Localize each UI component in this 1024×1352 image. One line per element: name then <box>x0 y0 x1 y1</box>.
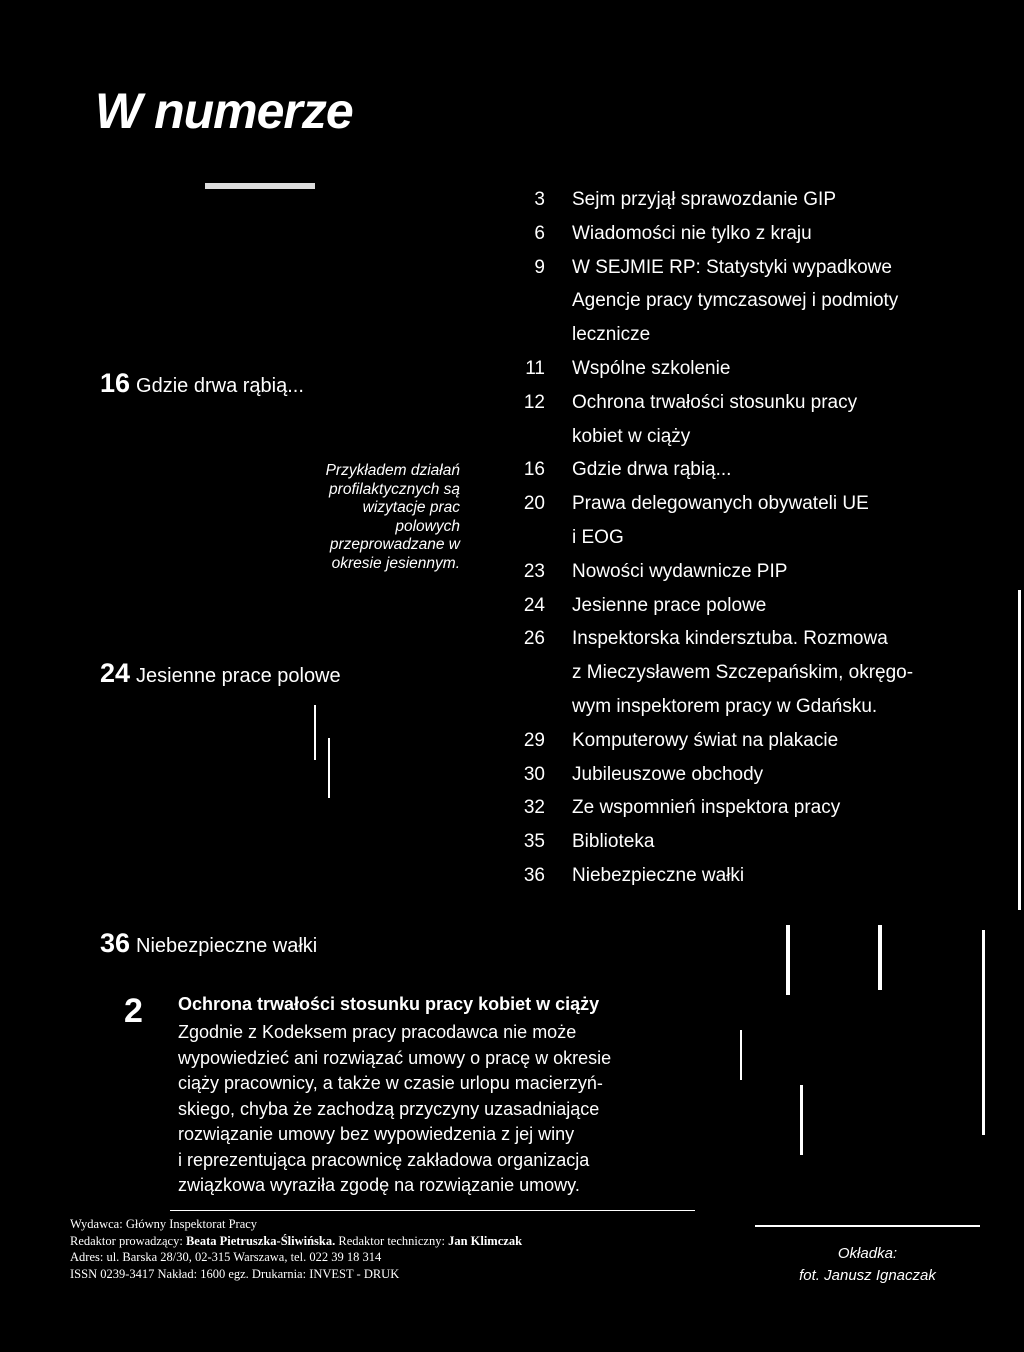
toc-page-number: 20 <box>523 493 545 515</box>
cover-label: Okładka: <box>837 1245 898 1262</box>
toc-page-number: 3 <box>534 189 545 210</box>
toc-title-line: Ochrona trwałości stosunku pracy <box>572 391 858 413</box>
toc-entry[interactable] <box>505 589 985 623</box>
toc-page-number: 24 <box>523 594 545 616</box>
imprint <box>70 1216 522 1282</box>
page-title: W numerze <box>95 83 353 139</box>
toc-entry[interactable] <box>505 352 985 386</box>
toc-entry[interactable] <box>505 217 985 251</box>
decorative-line <box>982 930 985 1135</box>
cover-credit <box>760 1243 975 1287</box>
imprint-value: Główny Inspektorat Pracy <box>125 1217 258 1231</box>
caption-line: Przykładem działań <box>325 462 460 479</box>
toc-entry[interactable] <box>505 724 985 758</box>
toc-title-line: W SEJMIE RP: Statystyki wypadkowe <box>572 256 892 278</box>
toc-page-number: 29 <box>523 729 545 751</box>
imprint-issn: ISSN 0239-3417 Nakład: 1600 egz. Drukarnia: INVEST - DRUK <box>70 1266 400 1281</box>
toc-title-line: Niebezpieczne wałki <box>572 864 745 886</box>
toc-page-number: 11 <box>525 357 545 379</box>
lead-body-line: i reprezentująca pracownicę zakładowa organizacja <box>178 1149 590 1170</box>
lead-body <box>178 1020 698 1199</box>
toc-entry[interactable] <box>505 791 985 825</box>
imprint-value: Jan Klimczak <box>448 1233 523 1248</box>
toc-entry[interactable] <box>505 555 985 589</box>
decorative-line <box>328 738 330 798</box>
feature-label: Jesienne prace polowe <box>136 665 341 687</box>
lead-body-line: wypowiedzieć ani rozwiązać umowy o pracę w okresie <box>178 1047 612 1068</box>
toc-page-number: 35 <box>523 831 545 853</box>
divider <box>170 1210 695 1211</box>
decorative-line <box>314 705 316 760</box>
toc-entry[interactable] <box>505 251 985 352</box>
decorative-line <box>800 1085 803 1155</box>
caption-line: polowych <box>395 517 460 535</box>
feature-page-number: 36 <box>100 928 131 958</box>
decorative-smear <box>205 183 315 189</box>
lead-body-line: skiego, chyba że zachodzą przyczyny uzasadniające <box>178 1098 600 1119</box>
feature-36[interactable] <box>100 928 317 959</box>
toc-entry[interactable] <box>505 386 985 454</box>
toc-title-line: Gdzie drwa rąbią... <box>572 459 732 481</box>
decorative-line <box>878 925 882 990</box>
decorative-line <box>786 925 790 995</box>
table-of-contents <box>505 183 985 893</box>
toc-page-number: 16 <box>523 459 545 481</box>
toc-page-number: 9 <box>534 256 545 278</box>
feature-page-number: 16 <box>100 368 131 398</box>
feature-label: Gdzie drwa rąbią... <box>136 375 304 397</box>
toc-entry[interactable] <box>505 183 985 217</box>
caption-line: okresie jesiennym. <box>331 554 460 572</box>
feature-label: Niebezpieczne wałki <box>136 935 318 957</box>
imprint-publisher-line <box>70 1216 522 1233</box>
caption-line: profilaktycznych są <box>329 480 460 498</box>
divider <box>755 1225 980 1227</box>
toc-title-line: wym inspektorem pracy w Gdańsku. <box>572 695 878 717</box>
lead-body-line: Zgodnie z Kodeksem pracy pracodawca nie może <box>178 1022 577 1042</box>
toc-title-line: i EOG <box>572 526 624 548</box>
toc-entry[interactable] <box>505 622 985 723</box>
imprint-label: Redaktor techniczny: <box>338 1233 445 1248</box>
lead-title[interactable]: Ochrona trwałości stosunku pracy kobiet w ciąży <box>178 994 600 1014</box>
toc-title-line: Sejm przyjął sprawozdanie GIP <box>572 189 836 210</box>
toc-page-number: 32 <box>523 797 545 819</box>
decorative-line <box>740 1030 742 1080</box>
photo-caption <box>290 462 460 573</box>
toc-entry[interactable] <box>505 453 985 487</box>
toc-entry[interactable] <box>505 859 985 893</box>
toc-title-line: Nowości wydawnicze PIP <box>572 560 788 582</box>
toc-title-line: Ze wspomnień inspektora pracy <box>572 797 841 819</box>
toc-title-line: Komputerowy świat na plakacie <box>572 729 839 751</box>
toc-title-line: Agencje pracy tymczasowej i podmioty <box>572 290 899 312</box>
feature-page-number: 24 <box>100 658 131 688</box>
toc-title-line: Jubileuszowe obchody <box>572 763 764 785</box>
toc-page-number: 6 <box>534 222 545 244</box>
toc-title-line: Prawa delegowanych obywateli UE <box>572 493 869 515</box>
toc-entry[interactable] <box>505 758 985 792</box>
imprint-label: Wydawca: <box>70 1217 123 1231</box>
imprint-label: Redaktor prowadzący: <box>70 1233 183 1248</box>
toc-title-line: Biblioteka <box>572 831 655 853</box>
toc-page-number: 26 <box>523 628 545 650</box>
toc-title-line: Inspektorska kindersztuba. Rozmowa <box>572 628 888 650</box>
toc-page-number: 23 <box>523 560 545 582</box>
imprint-editor-line <box>70 1233 522 1250</box>
toc-page-number: 36 <box>523 864 545 886</box>
toc-title-line: Jesienne prace polowe <box>572 594 767 616</box>
cover-photographer: fot. Janusz Ignaczak <box>799 1267 936 1284</box>
toc-title-line: Wspólne szkolenie <box>572 357 731 379</box>
caption-line: wizytacje prac <box>362 499 460 516</box>
imprint-value: Beata Pietruszka-Śliwińska. <box>185 1233 336 1248</box>
lead-page-number: 2 <box>124 992 143 1030</box>
toc-title-line: Wiadomości nie tylko z kraju <box>572 222 812 244</box>
feature-16[interactable] <box>100 368 304 399</box>
imprint-address: Adres: ul. Barska 28/30, 02-315 Warszawa, tel. 022 39 18 314 <box>70 1250 382 1264</box>
decorative-line <box>1018 590 1021 910</box>
lead-body-line: ciąży pracownicy, a także w czasie urlopu macierzyń- <box>178 1073 603 1093</box>
toc-title-line: z Mieczysławem Szczepańskim, okręgo- <box>572 662 914 684</box>
lead-body-line: związkowa wyraziła zgodę na rozwiązanie umowy. <box>178 1175 580 1195</box>
toc-page-number: 30 <box>523 763 545 785</box>
toc-entry[interactable] <box>505 487 985 555</box>
caption-line: przeprowadzane w <box>329 536 460 553</box>
toc-entry[interactable] <box>505 825 985 859</box>
lead-body-line: rozwiązanie umowy bez wypowiedzenia z jej winy <box>178 1124 575 1144</box>
feature-24[interactable] <box>100 658 341 689</box>
toc-title-line: lecznicze <box>572 324 651 346</box>
toc-page-number: 12 <box>523 391 545 413</box>
toc-title-line: kobiet w ciąży <box>572 425 691 447</box>
